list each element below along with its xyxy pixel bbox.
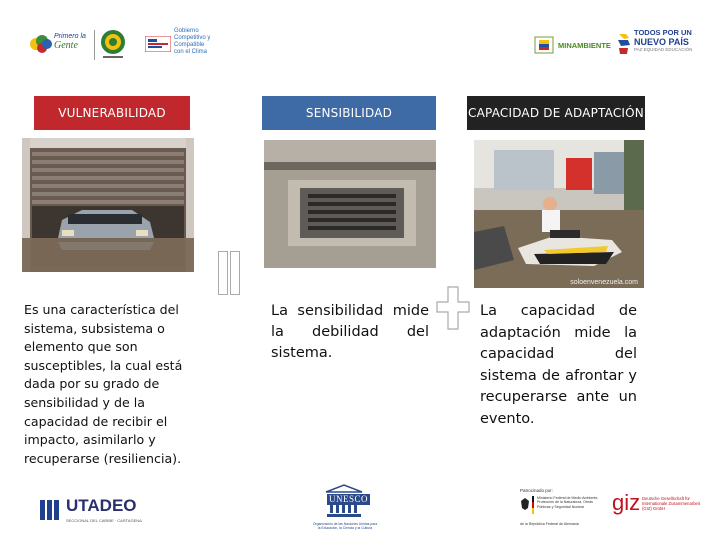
plus-operator-icon <box>436 286 470 330</box>
utadeo-logo <box>38 494 158 528</box>
german-eagle-icon <box>520 496 530 510</box>
photo-watermark: soloenvenezuela.com <box>570 279 638 286</box>
colombia-flag-logo <box>145 36 171 52</box>
vulnerabilidad-definition: Es una característica del sistema, subsistema o elemento que son susceptibles, la cual está dada por su grado de sensibilidad y de la capacidad de recibir el impacto, asimilarlo y recuperarse (resiliencia). <box>24 302 183 466</box>
sensibilidad-definition: La sensibilidad mide la debilidad del sistema. <box>271 303 429 361</box>
german-flag-bar <box>532 496 534 514</box>
header-right-logos <box>530 24 700 64</box>
capacidad-definition: La capacidad de adaptación mide la capacidad del sistema de afrontar y recuperarse ante un evento. <box>480 303 637 427</box>
unesco-wordmark: UNESCO <box>329 494 369 504</box>
prosperidad-logo <box>28 32 54 56</box>
giz-subtext: Deutsche Gesellschaft für Internationale Zusammenarbeit (GIZ) GmbH <box>642 496 700 512</box>
vulnerabilidad-header: VULNERABILIDAD <box>34 96 190 130</box>
utadeo-wordmark: UTADEO <box>66 496 137 515</box>
primero-la-gente-logo: Primero la Gente <box>54 33 86 51</box>
utadeo-mark-icon <box>38 498 62 522</box>
giz-wordmark: giz <box>612 490 641 515</box>
bmu-head: Patrocinado por: <box>520 488 554 493</box>
unesco-logo <box>312 484 382 532</box>
sensibilidad-header: SENSIBILIDAD <box>262 96 436 130</box>
unesco-subtext: Organización de las Naciones Unidas para la Educación, la Ciencia y la Cultura <box>312 522 378 530</box>
bmu-logo <box>516 488 608 532</box>
todos-nuevo-pais-icon <box>616 30 632 58</box>
todos-nuevo-pais-logo: TODOS POR UN NUEVO PAÍS PAZ EQUIDAD EDUCACIÓN <box>634 28 693 52</box>
logo-divider <box>94 30 95 60</box>
utadeo-subtext: SECCIONAL DEL CARIBE · CARTAGENA <box>66 518 142 523</box>
bmu-text: Ministerio Federal de Medio Ambiente, Protección de la Naturaleza, Obras Públicas y Seguridad Nuclear <box>537 496 599 509</box>
gobernacion-seal <box>98 28 128 60</box>
capacidad-adaptacion-header: CAPACIDAD DE ADAPTACIÓN <box>467 96 645 130</box>
bmu-subtext: de la República Federal de Alemania <box>520 522 579 526</box>
storm-drain-photo <box>264 140 436 268</box>
header-left-logos <box>28 22 228 68</box>
gobierno-competitivo-text: Gobierno Competitivo y Compatible con el Clima <box>174 28 211 55</box>
minambiente-shield <box>534 36 554 54</box>
equals-operator-icon <box>218 251 240 295</box>
minambiente-logo: MINAMBIENTE <box>558 41 611 50</box>
giz-logo <box>610 490 710 528</box>
jet-ski-photo <box>474 140 644 288</box>
flooded-garage-photo <box>22 138 194 272</box>
